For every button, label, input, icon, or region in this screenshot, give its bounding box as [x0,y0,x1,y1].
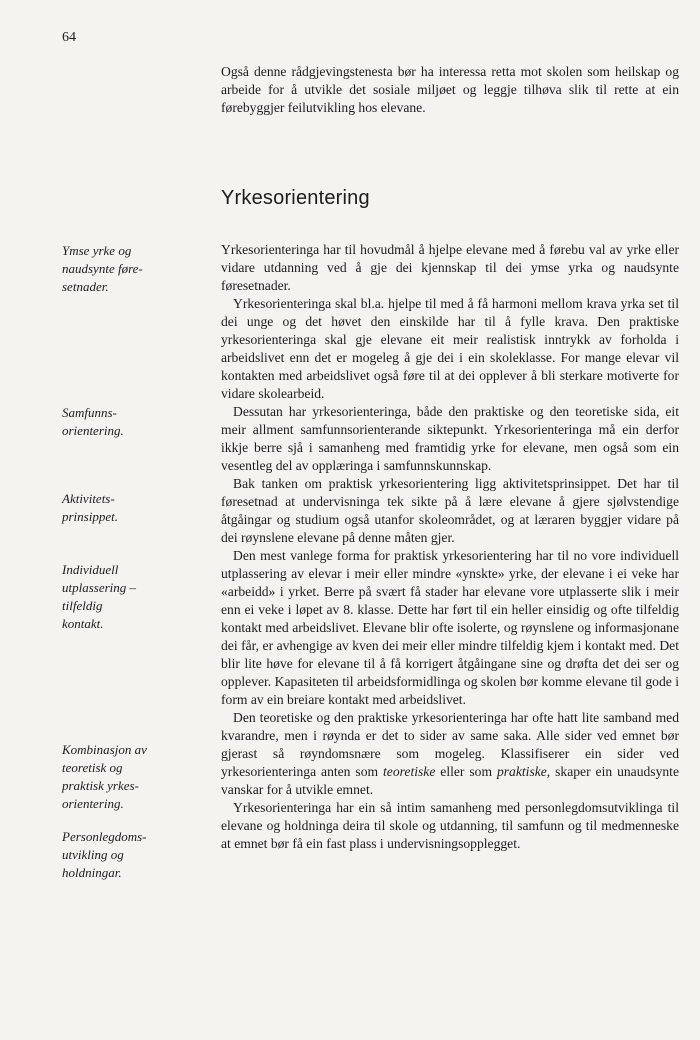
margin-note-individuell-utplassering: Individuell utplassering – tilfeldig kontakt. [62,562,137,631]
section-heading: Yrkesorientering [221,187,370,209]
section-body [221,241,679,853]
paragraph-teoretisk-praktisk: Den teoretiske og den praktiske yrkesorienteringa har ofte hatt lite samband med kvarandre, men i røynda er det to sider av same saka. Alle sider ved emnet bør gjerast så røyndomsnære som mogeleg. Klassifiserer ein sider ved yrkesorienteringa anten som teoretiske eller som praktiske, skaper ein unaudsynte vanskar for å utvikle emnet. [221,710,679,797]
margin-note-ymse-yrke: Ymse yrke og naudsynte føre- setnader. [62,243,143,294]
paragraph-harmoni: Yrkesorienteringa skal bl.a. hjelpe til med å få harmoni mellom krava yrka set til dei unge og det høvet den einskilde har til å fylle krava. Den praktiske yrkesorienteringa skal gje elevane eit meir realistisk inntrykk av forholda i arbeidslivet enn det er mogeleg å gje dei i ein skoleklasse. For mange elevar vil kontakten med arbeidslivet også føre til at dei opplever å bli sterkare motiverte for vidare skolearbeid. [221,296,679,401]
emphasis-teoretiske: teoretiske [383,764,436,779]
margin-note-aktivitetsprinsippet: Aktivitets- prinsippet. [62,491,118,524]
paragraph-aktivitetsprinsippet: Bak tanken om praktisk yrkesorientering ligg aktivitetsprinsippet. Det har til føresetnad at undervisninga tek sikte på å lære elevane å gjere sjølvstendige åtgåingar og studium også utanfor skoleområdet, og at læraren byggjer vidare på dei røynslene elevane på denne måten gjer. [221,476,679,545]
page-number: 64 [62,30,76,45]
paragraph-utplassering: Den mest vanlege forma for praktisk yrkesorientering har til no vore individuell utplassering av elevar i meir eller mindre «ynskte» yrke, der elevane i ei veke har «arbeidd» i yrket. Berre på svært få stader har elevane vore utplasserte slik i meir enn ei veke i løpet av 8. klasse. Dette har ført til ein heller einsidig og ofte tilfeldig kontakt med arbeidslivet. Elevane blir ofte isolerte, og røynslene og informasjonane dei får, er avhengige av kven dei meir eller mindre tilfeldig kjem i kontakt med. Det blir lite høve for elevane til å få korrigert åtgåingane sine og drøfta det dei ser og opplever. Kapasiteten til arbeidsformidlinga og skolen bør komme elevane til gode i form av ein breiare kontakt med arbeidslivet. [221,548,679,707]
emphasis-praktiske: praktiske, [496,764,551,779]
margin-note-personlegdomsutvikling: Personlegdoms- utvikling og holdningar. [62,829,147,880]
paragraph-samfunnsorienterande: Dessutan har yrkesorienteringa, både den praktiske og den teoretiske sida, eit meir allment samfunnsorienterande siktepunkt. Yrkesorienteringa må ein derfor ikkje berre sjå i samanheng med framtidig yrke for elevane, men også som ein vesentleg del av opplæringa i samfunnskunnskap. [221,404,679,473]
margin-note-kombinasjon: Kombinasjon av teoretisk og praktisk yrkes- orientering. [62,742,147,811]
margin-note-samfunnsorientering: Samfunns- orientering. [62,405,124,438]
intro-paragraph: Også denne rådgjevingstenesta bør ha interessa retta mot skolen som heilskap og arbeide for å utvikle det sosiale miljøet og leggje tilhøva slik til rette at ein førebyggjer feilutvikling hos elevane. [221,64,679,115]
paragraph-hovudmal: Yrkesorienteringa har til hovudmål å hjelpe elevane med å førebu val av yrke eller vidare utdanning ved å gje dei kjennskap til dei ymse yrka og naudsynte føresetnader. [221,242,679,293]
paragraph-personlegdom: Yrkesorienteringa har ein så intim samanheng med personlegdomsutviklinga til elevane og holdninga deira til skole og utdanning, til samfunn og til medmenneske at emnet bør få ein fast plass i undervisningsopplegget. [221,800,679,851]
